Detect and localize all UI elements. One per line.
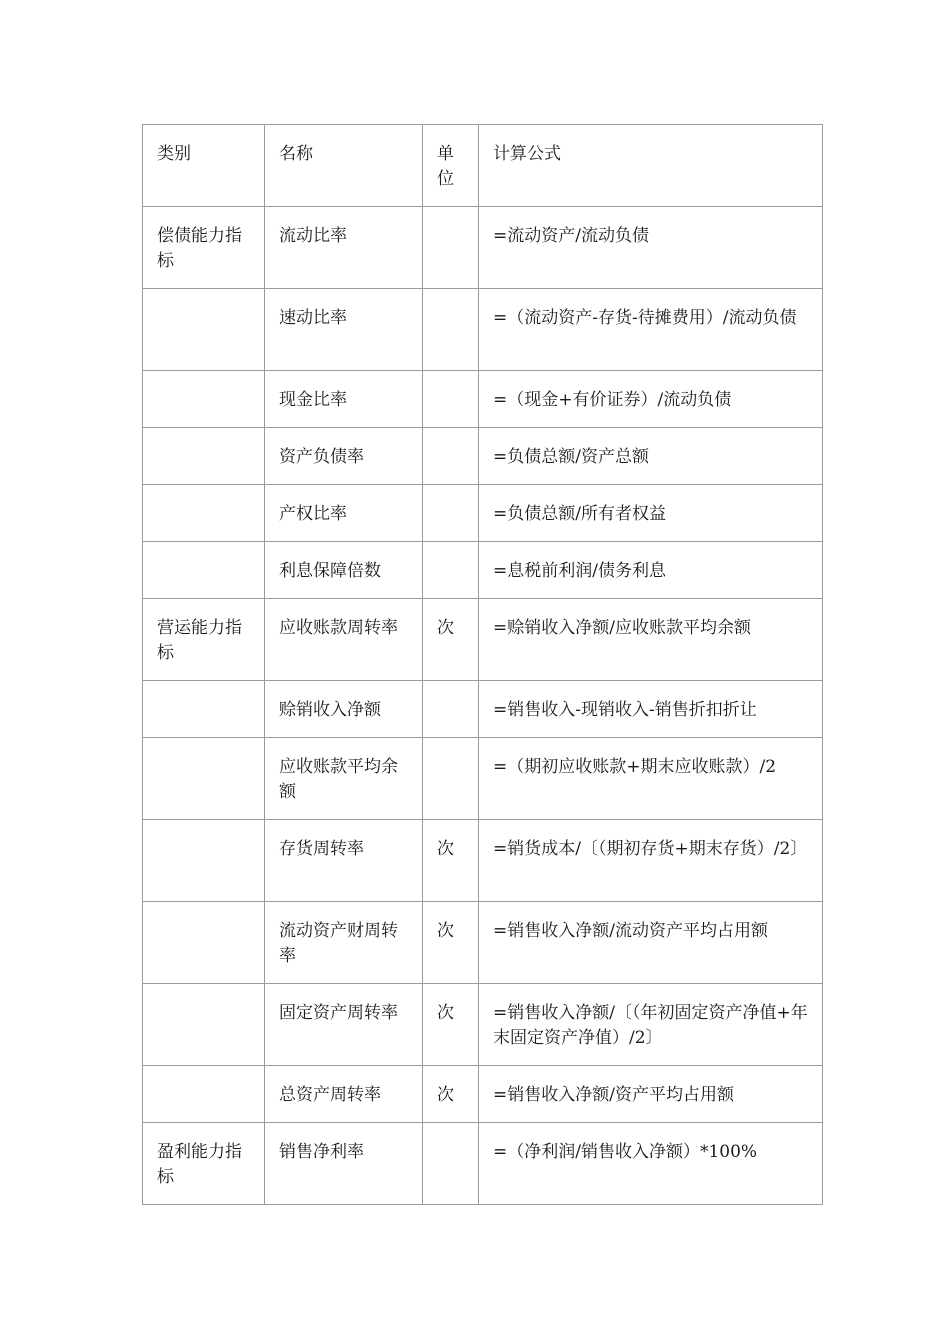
unit-cell: 次 xyxy=(423,820,479,902)
formula-cell: =流动资产/流动负债 xyxy=(479,207,823,289)
unit-cell: 次 xyxy=(423,1066,479,1123)
name-cell: 现金比率 xyxy=(265,371,423,428)
unit-cell xyxy=(423,289,479,371)
name-cell: 流动比率 xyxy=(265,207,423,289)
category-cell xyxy=(143,820,265,902)
header-formula: 计算公式 xyxy=(479,125,823,207)
name-cell: 存货周转率 xyxy=(265,820,423,902)
table-row xyxy=(143,207,823,289)
table-row xyxy=(143,820,823,902)
unit-cell: 次 xyxy=(423,599,479,681)
name-cell: 应收账款平均余额 xyxy=(265,738,423,820)
name-cell: 资产负债率 xyxy=(265,428,423,485)
table-row xyxy=(143,1066,823,1123)
category-cell: 偿债能力指标 xyxy=(143,207,265,289)
table-row xyxy=(143,599,823,681)
table-row xyxy=(143,485,823,542)
unit-cell: 次 xyxy=(423,984,479,1066)
unit-cell: 次 xyxy=(423,902,479,984)
unit-cell xyxy=(423,542,479,599)
formula-cell: =销售收入净额/资产平均占用额 xyxy=(479,1066,823,1123)
table-header-row xyxy=(143,125,823,207)
financial-ratio-sheet xyxy=(142,124,822,1205)
name-cell: 销售净利率 xyxy=(265,1123,423,1205)
formula-cell: =负债总额/所有者权益 xyxy=(479,485,823,542)
table-row xyxy=(143,738,823,820)
formula-cell: =（流动资产-存货-待摊费用）/流动负债 xyxy=(479,289,823,371)
category-cell xyxy=(143,371,265,428)
name-cell: 赊销收入净额 xyxy=(265,681,423,738)
unit-cell xyxy=(423,371,479,428)
formula-cell: =赊销收入净额/应收账款平均余额 xyxy=(479,599,823,681)
name-cell: 总资产周转率 xyxy=(265,1066,423,1123)
header-name: 名称 xyxy=(265,125,423,207)
unit-cell xyxy=(423,738,479,820)
name-cell: 利息保障倍数 xyxy=(265,542,423,599)
table-row xyxy=(143,984,823,1066)
table-row xyxy=(143,681,823,738)
formula-cell: =（现金+有价证券）/流动负债 xyxy=(479,371,823,428)
formula-cell: =（净利润/销售收入净额）*100% xyxy=(479,1123,823,1205)
category-cell xyxy=(143,289,265,371)
name-cell: 速动比率 xyxy=(265,289,423,371)
formula-cell: =（期初应收账款+期末应收账款）/2 xyxy=(479,738,823,820)
category-cell: 盈利能力指标 xyxy=(143,1123,265,1205)
formula-cell: =销货成本/〔（期初存货+期末存货）/2〕 xyxy=(479,820,823,902)
unit-cell xyxy=(423,485,479,542)
category-cell xyxy=(143,542,265,599)
formula-cell: =销售收入净额/流动资产平均占用额 xyxy=(479,902,823,984)
header-unit: 单位 xyxy=(423,125,479,207)
formula-cell: =负债总额/资产总额 xyxy=(479,428,823,485)
category-cell xyxy=(143,902,265,984)
header-category: 类别 xyxy=(143,125,265,207)
unit-cell xyxy=(423,1123,479,1205)
category-cell xyxy=(143,984,265,1066)
category-cell xyxy=(143,681,265,738)
unit-cell xyxy=(423,207,479,289)
category-cell xyxy=(143,428,265,485)
category-cell xyxy=(143,485,265,542)
name-cell: 固定资产周转率 xyxy=(265,984,423,1066)
financial-ratio-table xyxy=(142,124,823,1205)
table-row xyxy=(143,542,823,599)
formula-cell: =销售收入净额/〔（年初固定资产净值+年末固定资产净值）/2〕 xyxy=(479,984,823,1066)
table-row xyxy=(143,428,823,485)
table-row xyxy=(143,289,823,371)
unit-cell xyxy=(423,681,479,738)
name-cell: 产权比率 xyxy=(265,485,423,542)
name-cell: 流动资产财周转率 xyxy=(265,902,423,984)
formula-cell: =销售收入-现销收入-销售折扣折让 xyxy=(479,681,823,738)
name-cell: 应收账款周转率 xyxy=(265,599,423,681)
category-cell: 营运能力指标 xyxy=(143,599,265,681)
table-row xyxy=(143,902,823,984)
table-row xyxy=(143,371,823,428)
category-cell xyxy=(143,738,265,820)
category-cell xyxy=(143,1066,265,1123)
table-row xyxy=(143,1123,823,1205)
formula-cell: =息税前利润/债务利息 xyxy=(479,542,823,599)
unit-cell xyxy=(423,428,479,485)
